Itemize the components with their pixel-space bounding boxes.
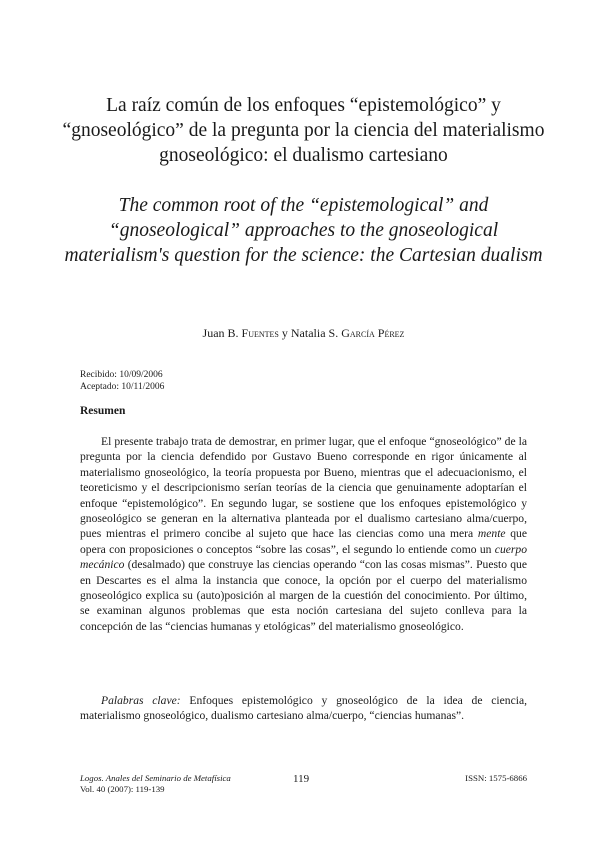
abstract-part-2: que opera con proposiciones o conceptos “sobre las cosas”, el segundo lo entiende como un [80,527,527,556]
journal-name: Logos. Anales del Seminario de Metafísica [80,773,231,783]
received-date: Recibido: 10/09/2006 [80,370,163,380]
author-2-given: Natalia S. [290,326,339,340]
footer-citation [80,773,231,795]
author-1-given: Juan B. [202,326,239,340]
issn: ISSN: 1575-6866 [465,773,527,783]
page-number: 119 [293,773,310,785]
accepted-date: Aceptado: 10/11/2006 [80,382,165,392]
author-2-surname: García Pérez [341,326,405,340]
authors [60,326,547,341]
abstract-heading: Resumen [80,405,126,417]
abstract-emphasis-cuerpo: cuerpo mecánico [80,542,527,572]
keywords-label: Palabras clave: [101,694,181,707]
abstract-part-1: El presente trabajo trata de demostrar, en primer lugar, que el enfoque “gnoseológico” de la pregunta por la ciencia defendido por Gustavo Bueno corresponde en rigor únicamente al materialismo gnoseológico, la teoría propuesta por Bueno, mientras que el adecuacionismo, el teoreticismo y el descripcionismo serían teorías de la ciencia que genuinamente adoptarían el enfoque “epistemológico”. En segundo lugar, se sostiene que los enfoques epistemológico y gnoseológico se generan en la alternativa planteada por el dualismo cartesiano alma/cuerpo, pues mientras el primero concibe al sujeto que hace las ciencias como una mera [80,435,527,541]
submission-dates [80,369,164,393]
keywords [80,693,527,724]
journal-volume: Vol. 40 (2007): 119-139 [80,784,165,794]
keywords-text: Enfoques epistemológico y gnoseológico de la idea de ciencia, materialismo gnoseológico, dualismo cartesiano alma/cuerpo, “ciencias humanas”. [80,694,527,723]
abstract-text [80,434,527,634]
abstract-emphasis-mente: mente [477,527,506,541]
title-spanish: La raíz común de los enfoques “epistemológico” y “gnoseológico” de la pregunta por la ciencia del materialismo gnoseológico: el dualismo cartesiano [62,95,545,166]
authors-conjunction: y [281,326,288,340]
title-english: The common root of the “epistemological” and “gnoseological” approaches to the gnoseological materialism's question for the science: the Cartesian dualism [64,195,543,266]
abstract-part-3: (desalmado) que construye las ciencias operando “con las cosas mismas”. Puesto que en Descartes es el alma la instancia que conoce, la opción por el cuerpo del materialismo gnoseológico explica su (auto)posición al margen de la cuestión del conocimiento. Por último, se examinan algunos problemas que esta noción cartesiana del sujeto conlleva para la concepción de las “ciencias humanas y etológicas” del materialismo gnoseológico. [80,558,527,633]
author-1-surname: Fuentes [241,326,279,340]
